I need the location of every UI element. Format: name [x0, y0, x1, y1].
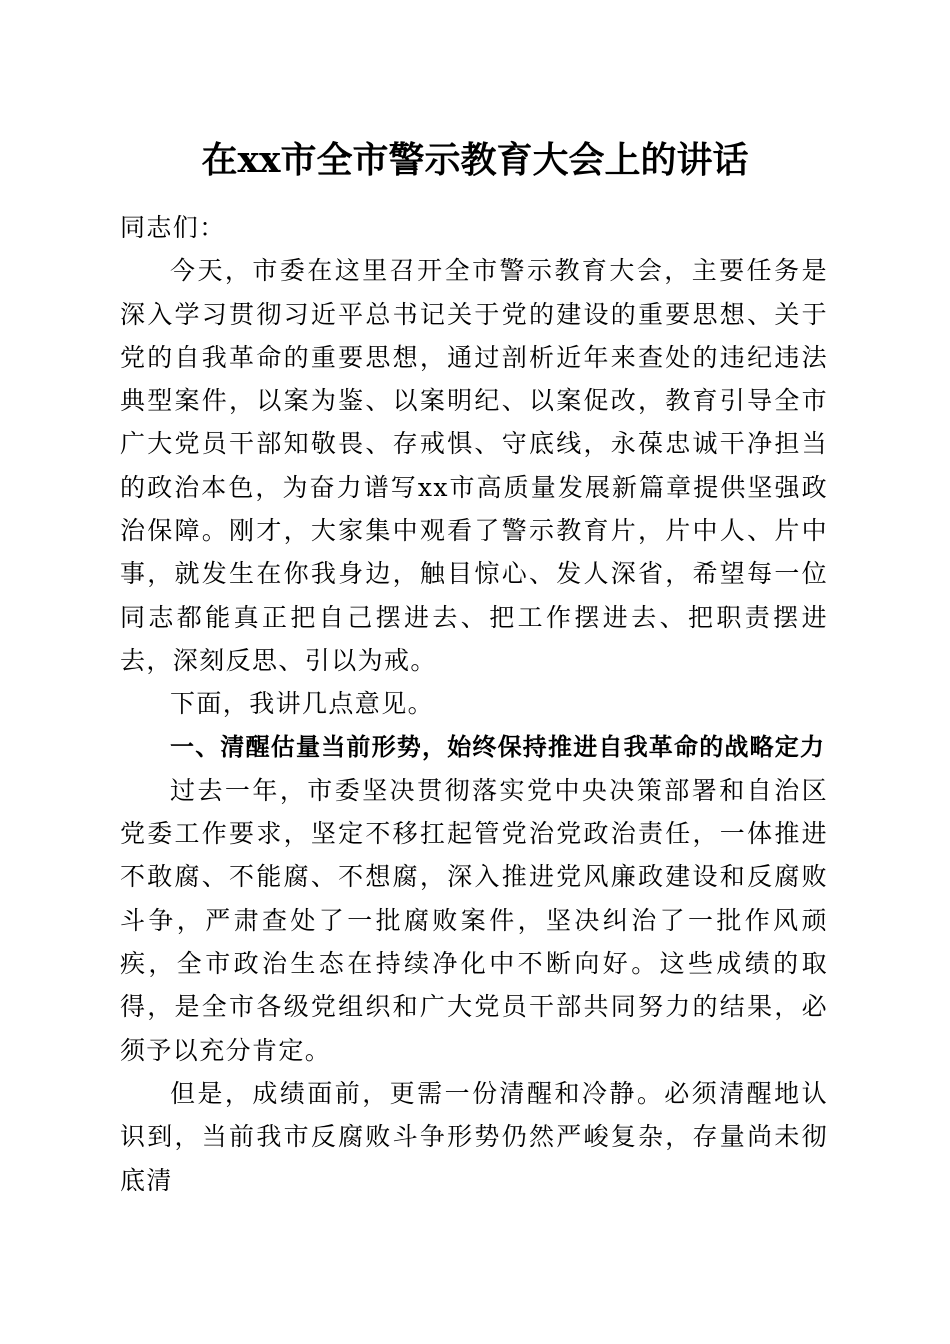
paragraph-transition: 下面，我讲几点意见。 — [170, 689, 435, 719]
section-heading-1: 一、清醒估量当前形势，始终保持推进自我革命的战略定力 — [170, 732, 826, 761]
paragraph-opening: 今天，市委在这里召开全市警示教育大会，主要任务是深入学习贯彻习近平总书记关于党的建设的重要思想、关于党的自我革命的重要思想，通过剖析近年来查处的违纪违法典型案件，以案为鉴、以案明纪、以案促改，教育引导全市广大党员干部知敬畏、存戒惧、守底线，永葆忠诚干净担当的政治本色，为奋力谱写xx市高质量发展新篇章提供坚强政治保障。刚才，大家集中观看了警示教育片，片中人、片中事，就发生在你我身边，触目惊心、发人深省，希望每一位同志都能真正把自己摆进去、把工作摆进去、把职责摆进去，深刻反思、引以为戒。 — [120, 256, 828, 675]
paragraph-challenges: 但是，成绩面前，更需一份清醒和冷静。必须清醒地认识到，当前我市反腐败斗争形势仍然严峻复杂，存量尚未彻底清 — [120, 1078, 828, 1195]
document-title: 在xx市全市警示教育大会上的讲话 — [201, 139, 749, 181]
paragraph-achievements: 过去一年，市委坚决贯彻落实党中央决策部署和自治区党委工作要求，坚定不移扛起管党治党政治责任，一体推进不敢腐、不能腐、不想腐，深入推进党风廉政建设和反腐败斗争，严肃查处了一批腐败案件，坚决纠治了一批作风顽疾，全市政治生态在持续净化中不断向好。这些成绩的取得，是全市各级党组织和广大党员干部共同努力的结果，必须予以充分肯定。 — [120, 775, 828, 1065]
document-body — [120, 206, 828, 1202]
salutation: 同志们： — [120, 213, 226, 242]
